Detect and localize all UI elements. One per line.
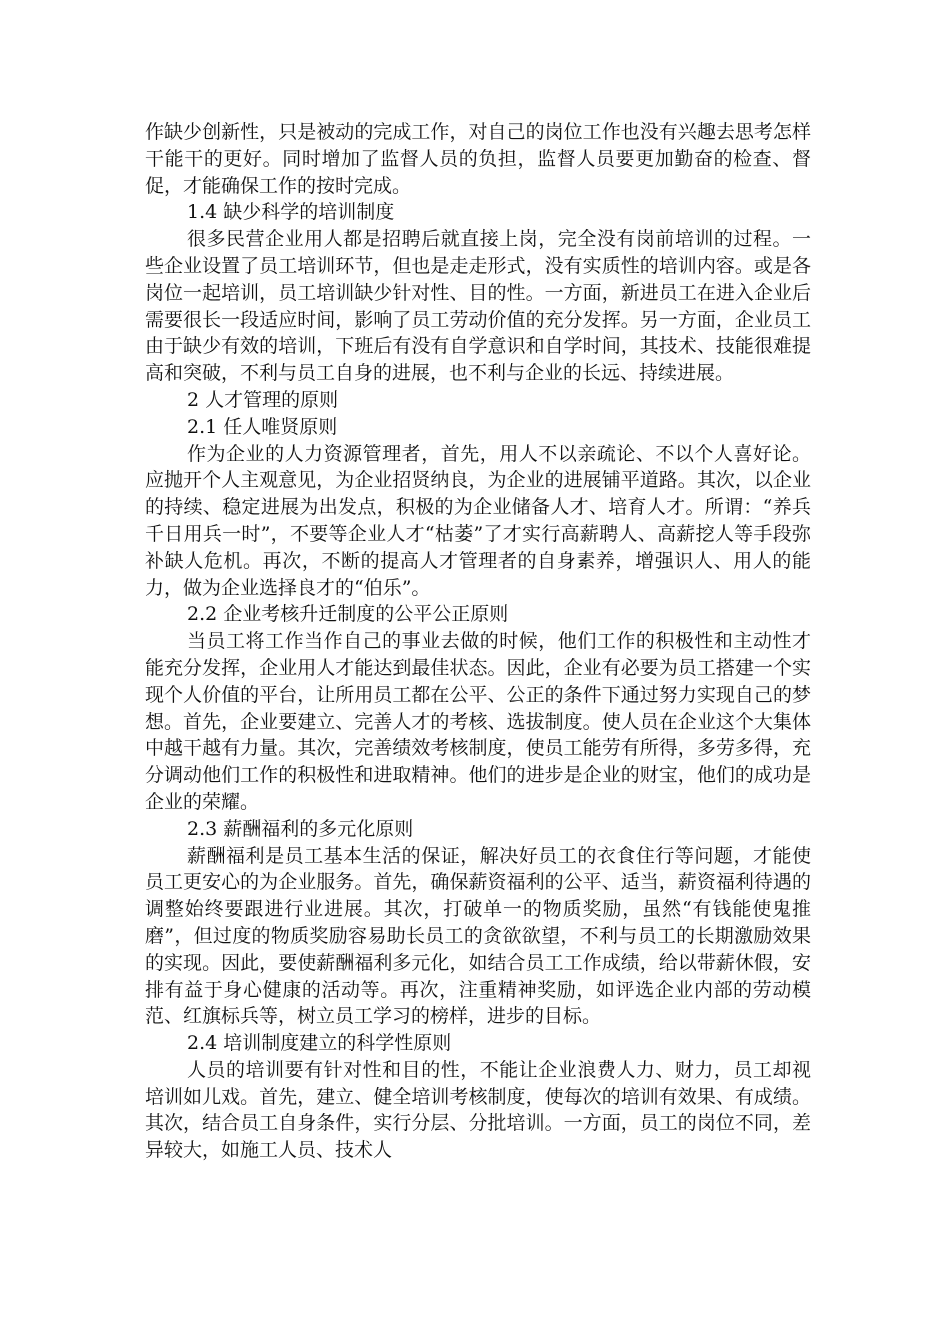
section-heading-2-2: 2.2 企业考核升迁制度的公平公正原则	[187, 603, 509, 626]
document-page	[145, 119, 811, 1164]
paragraph-continued: 作缺少创新性，只是被动的完成工作，对自己的岗位工作也没有兴趣去思考怎样干能干的更好。同时增加了监督人员的负担，监督人员要更加勤奋的检查、督促，才能确保工作的按时完成。	[145, 121, 811, 197]
section-heading-1-4: 1.4 缺少科学的培训制度	[187, 201, 395, 224]
section-heading-2-1: 2.1 任人唯贤原则	[187, 415, 338, 438]
section-heading-2: 2 人才管理的原则	[187, 388, 339, 411]
paragraph-training-lack: 很多民营企业用人都是招聘后就直接上岗，完全没有岗前培训的过程。一些企业设置了员工培训环节，但也是走走形式，没有实质性的培训内容。或是各岗位一起培训，员工培训缺少针对性、目的性。一方面，新进员工在进入企业后需要很长一段适应时间，影响了员工劳动价值的充分发挥。另一方面，企业员工由于缺少有效的培训，下班后有没有自学意识和自学时间，其技术、技能很难提高和突破，不利与员工自身的进展，也不利与企业的长远、持续进展。	[145, 228, 811, 385]
paragraph-training-principle: 人员的培训要有针对性和目的性，不能让企业浪费人力、财力，员工却视培训如儿戏。首先，建立、健全培训考核制度，使每次的培训有效果、有成绩。其次，结合员工自身条件，实行分层、分批培训。一方面，员工的岗位不同，差异较大，如施工人员、技术人	[145, 1058, 811, 1162]
section-heading-2-4: 2.4 培训制度建立的科学性原则	[187, 1032, 452, 1055]
paragraph-merit: 作为企业的人力资源管理者，首先，用人不以亲疏论、不以个人喜好论。应抛开个人主观意见，为企业招贤纳良，为企业的进展铺平道路。其次，以企业的持续、稳定进展为出发点，积极的为企业储备人才、培育人才。所谓：“养兵千日用兵一时”，不要等企业人才“枯萎”了才实行高薪聘人、高薪挖人等手段弥补缺人危机。再次，不断的提高人才管理者的自身素养，增强识人、用人的能力，做为企业选择良才的“伯乐”。	[145, 442, 811, 599]
paragraph-compensation: 薪酬福利是员工基本生活的保证，解决好员工的衣食住行等问题，才能使员工更安心的为企业服务。首先，确保薪资福利的公平、适当，薪资福利待遇的调整始终要跟进行业进展。其次，打破单一的物质奖励，虽然“有钱能使鬼推磨”，但过度的物质奖励容易助长员工的贪欲欲望，不利与员工的长期激励效果的实现。因此，要使薪酬福利多元化，如结合员工工作成绩，给以带薪休假，安排有益于身心健康的活动等。再次，注重精神奖励，如评选企业内部的劳动模范、红旗标兵等，树立员工学习的榜样，进步的目标。	[145, 844, 811, 1028]
section-heading-2-3: 2.3 薪酬福利的多元化原则	[187, 817, 414, 840]
paragraph-fairness: 当员工将工作当作自己的事业去做的时候，他们工作的积极性和主动性才能充分发挥，企业用人才能达到最佳状态。因此，企业有必要为员工搭建一个实现个人价值的平台，让所用员工都在公平、公正的条件下通过努力实现自己的梦想。首先，企业要建立、完善人才的考核、选拔制度。使人员在企业这个大集体中越干越有力量。其次，完善绩效考核制度，使员工能劳有所得，多劳多得，充分调动他们工作的积极性和进取精神。他们的进步是企业的财宝，他们的成功是企业的荣耀。	[145, 630, 811, 813]
